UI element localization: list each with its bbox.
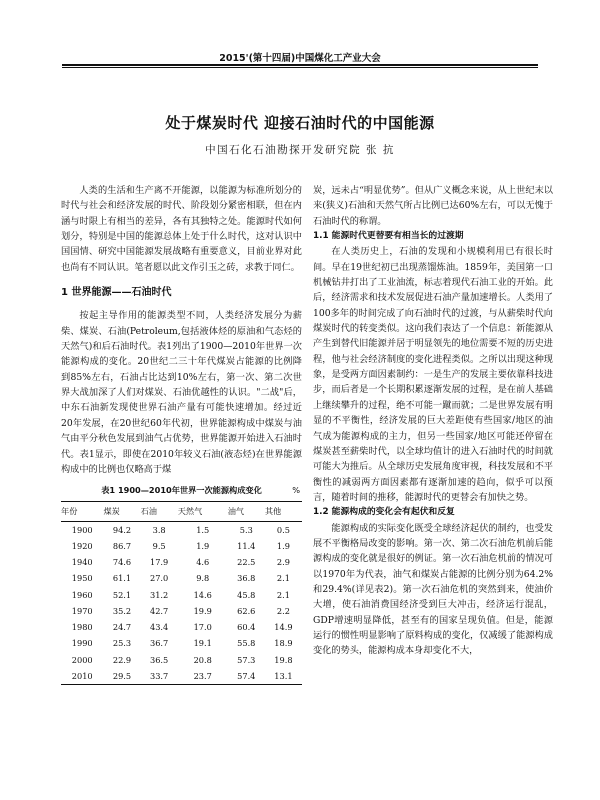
table-row — [61, 587, 302, 603]
table-cell: 2.9 — [276, 557, 290, 568]
table-header-cell: 石油 — [141, 501, 178, 521]
table-cell: 60.4 — [237, 622, 256, 633]
table-row — [61, 538, 302, 554]
table-cell: 1970 — [71, 605, 93, 616]
intro-paragraph: 人类的生活和生产离不开能源，以能源为标准所划分的时代与社会和经济发展的时代、阶段划分紧密相联，但在内涵与时限上有相当的差异，各有其独特之处。能源时代如何划分，特别是中国的能源总体上处于什么时代，这对认识中国国情、研究中国能源发展战略有重要意义，目前业界对此也尚有不同认识。笔者愿以此文作引玉之砖，求教于同仁。 — [61, 185, 302, 273]
table-cell: 1950 — [71, 573, 93, 584]
table-cell: 86.7 — [112, 541, 132, 552]
table-cell: 17.9 — [150, 557, 169, 568]
table-cell: 1960 — [71, 589, 93, 600]
section1-2-paragraph: 能源构成的实际变化既受全球经济起伏的制约，也受发展不平衡格局改变的影响。第一次、第二次石油危机前后能源构成的变化就是很好的例证。第一次石油危机前的情况可以1970年为代表，油气和煤炭占能源的比例分别为64.2%和29.4%(详见表2)。第一次石油危机的突然到来，使油价大增，使石油消费国经济受到巨大冲击，经济运行混乱，GDP增速明显降低，甚至有的国家呈现负值。但是，能源运行的惯性明显影响了原料构成的变化，仅减缓了能源构成变化的势头，能源构成本身却变化不大， — [313, 522, 553, 657]
section1-1-paragraph: 在人类历史上，石油的发现和小规模利用已有很长时间。早在19世纪初已出现蒸馏炼油。1859年，美国第一口机械钻井打出了工业油流，标志着现代石油工业的开始。此后，经济需求和技术发展促进石油产量加速增长。人类用了100多年的时间完成了向石油时代的过渡，与从薪柴时代向煤炭时代的转变类似。这向我们表达了一个信息：新能源从产生到替代旧能源并居于明显领先的地位需要不短的历史进程，他与社会经济制度的变化进程类似。之所以出现这种现象，是受两方面因素制约：一是生产的发展主要依靠科技进步，而后者是一个长期积累逐渐发展的过程，是在前人基础上继续攀升的过程，绝不可能一蹴而就；二是世界发展有明显的不平衡性，经济发展的巨大差距使有些国家/地区的油气成为能源构成的主力，但另一些国家/地区可能还停留在煤炭甚至薪柴时代，以全球均值计的进入石油时代的时间就可能大为推后。从全球历史发展角度审视，科技发展和不平衡性的减弱两方面因素都有逐渐加速的趋向，似乎可以预言，随着时间的推移，能源时代的更替会有加快之势。 — [313, 246, 553, 503]
table-cell: 19.8 — [274, 654, 293, 665]
running-header: 2015'(第十四届)中国煤化工产业大会 — [219, 53, 381, 64]
table-cell: 57.4 — [228, 668, 265, 685]
table-cell: 11.4 — [237, 541, 256, 552]
table-row — [61, 635, 302, 651]
energy-composition-table — [61, 501, 302, 685]
table-header-cell: 煤炭 — [103, 501, 140, 521]
table-cell: 23.7 — [178, 668, 228, 685]
table-cell: 20.8 — [193, 654, 212, 665]
table-cell: 74.6 — [112, 557, 132, 568]
right-column — [313, 183, 553, 659]
table-cell: 35.2 — [112, 605, 132, 616]
author-line: 中国石化石油勘探开发研究院 张 抗 — [205, 144, 395, 156]
table-cell: 1990 — [71, 638, 93, 649]
header-rule — [62, 64, 538, 66]
section1-paragraph: 按起主导作用的能源类型不同，人类经济发展分为薪柴、煤炭、石油(Petroleum,包括液体烃的原油和气态烃的天然气)和后石油时代。表1列出了1900—2010年世界一次能源构成的变化。20世纪二三十年代煤炭占能源的比例降到85%左右，石油占比达到10%左右，第一次、第二次世界大战加深了人们对煤炭、石油优越性的认识。"二战"后，中东石油新发现使世界石油产量有可能快速增加。经过近20年发展，在20世纪60年代初，世界能源构成中煤炭与油气由平分秋色发展到油气占优势，世界能源开始进入石油时代。表1显示，即使在2010年较义石油(液态烃)在世界能源构成中的比例也仅略高于煤 — [61, 310, 302, 475]
table-cell: 36.5 — [150, 654, 169, 665]
table-header-row — [61, 501, 302, 521]
table-cell: 1.9 — [276, 541, 290, 552]
table-cell: 45.8 — [237, 589, 256, 600]
table-cell: 9.5 — [152, 541, 166, 552]
table-row — [61, 652, 302, 668]
table-cell: 14.6 — [193, 589, 212, 600]
continued-paragraph: 炭，远未占“明显优势”。但从广义概念来说，从上世纪末以来(狭义)石油和天然气所占比例已达60%左右，可以无愧于石油时代的称谓。 — [313, 185, 553, 227]
table-cell: 2000 — [71, 654, 93, 665]
section-heading-1-2: 1.2 能源构成的变化会有起伏和反复 — [313, 507, 455, 518]
table-cell: 17.0 — [193, 622, 212, 633]
table-row — [61, 603, 302, 619]
table-cell: 1.9 — [196, 541, 210, 552]
table-cell: 9.8 — [196, 573, 210, 584]
table-cell: 19.9 — [193, 605, 212, 616]
table-header-cell: 油气 — [228, 501, 265, 521]
table-cell: 42.7 — [150, 605, 169, 616]
table-cell: 18.9 — [274, 638, 293, 649]
table-row — [61, 619, 302, 635]
table-cell: 1980 — [71, 622, 93, 633]
table-cell: 57.3 — [237, 654, 256, 665]
table-row — [61, 668, 302, 685]
table-cell: 25.3 — [112, 638, 132, 649]
table-cell: 19.1 — [193, 638, 212, 649]
table-cell: 2.2 — [276, 605, 290, 616]
table-cell: 27.0 — [150, 573, 169, 584]
table-cell: 1920 — [71, 541, 93, 552]
table-cell: 55.8 — [237, 638, 256, 649]
table-cell: 43.4 — [150, 622, 169, 633]
table-cell: 1940 — [71, 557, 93, 568]
table-cell: 4.6 — [196, 557, 210, 568]
table-row — [61, 521, 302, 538]
table-cell: 5.3 — [239, 524, 253, 535]
table-cell: 13.1 — [265, 668, 302, 685]
section-heading-1-1: 1.1 能源时代更替要有相当长的过渡期 — [313, 231, 464, 242]
table-cell: 1900 — [71, 524, 93, 535]
table-cell: 22.5 — [237, 557, 256, 568]
table-cell: 22.9 — [112, 654, 132, 665]
table-cell: 0.5 — [276, 524, 290, 535]
table-cell: 62.6 — [237, 605, 256, 616]
table-cell: 31.2 — [150, 589, 169, 600]
table-header-cell: 天然气 — [178, 501, 228, 521]
table-cell: 14.9 — [274, 622, 293, 633]
table-caption — [61, 483, 302, 498]
table-cell: 2010 — [61, 668, 103, 685]
table-body — [61, 521, 302, 684]
table-cell: 33.7 — [141, 668, 178, 685]
table-cell: 2.1 — [276, 573, 290, 584]
header-rule-thin — [62, 67, 538, 68]
table-cell: 52.1 — [112, 589, 132, 600]
table-row — [61, 554, 302, 570]
table-cell: 1.5 — [196, 524, 210, 535]
table-cell: 24.7 — [112, 622, 132, 633]
table-header-cell: 其他 — [265, 501, 302, 521]
table-cell: 3.8 — [152, 524, 166, 535]
article-title: 处于煤炭时代 迎接石油时代的中国能源 — [165, 114, 435, 132]
table-cell: 61.1 — [112, 573, 132, 584]
table-cell: 29.5 — [103, 668, 140, 685]
table-cell: 2.1 — [276, 589, 290, 600]
table-row — [61, 570, 302, 586]
table-cell: 94.2 — [112, 524, 132, 535]
table-cell: 36.7 — [150, 638, 169, 649]
left-column — [61, 183, 302, 685]
table-header-cell: 年份 — [61, 501, 103, 521]
table-title: 表1 1900—2010年世界一次能源构成变化 — [101, 485, 262, 496]
table-cell: 36.8 — [237, 573, 256, 584]
table-unit: % — [292, 485, 300, 496]
section-heading-1: 1 世界能源——石油时代 — [61, 287, 172, 299]
